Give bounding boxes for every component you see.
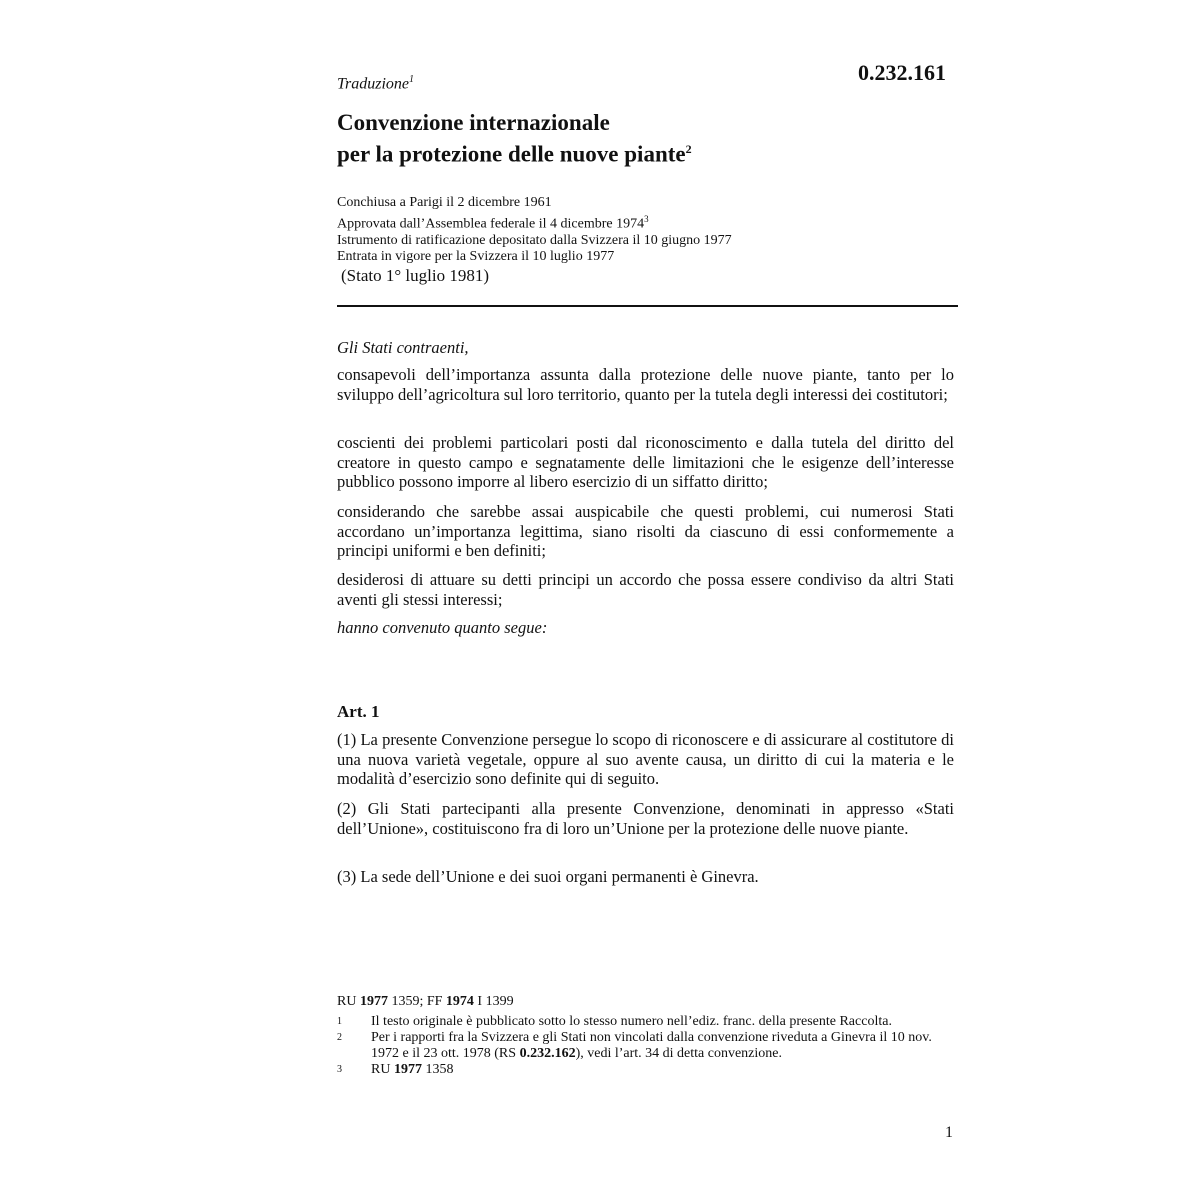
meta-ratification: Istrumento di ratificazione depositato dalla Svizzera il 10 giugno 1977	[337, 232, 732, 248]
footnote-ref-3[interactable]: 3	[644, 214, 649, 224]
footnotes	[337, 994, 958, 1078]
footnote-text	[371, 1062, 958, 1078]
article-1-paragraph-2: (2) Gli Stati partecipanti alla presente Convenzione, denominati in appresso «Stati dell’Unione», costituiscono fra di loro un’Unione per la protezione delle nuove piante.	[337, 799, 954, 838]
article-1-paragraph-1: (1) La presente Convenzione persegue lo scopo di riconoscere e di assicurare al costitutore di una nuova varietà vegetale, oppure al suo avente causa, un diritto di cui la materia e le modalità d’esercizio sono definite qui di seguito.	[337, 730, 954, 788]
translation-label	[337, 74, 414, 93]
status-date: (Stato 1° luglio 1981)	[341, 266, 489, 285]
preamble-paragraph-2: coscienti dei problemi particolari posti dal riconoscimento e dalla tutela del diritto del creatore in questo campo e segnatamente delle limitazioni che le esigenze dell’interesse pubblico possono imporre al libero esercizio di un siffatto diritto;	[337, 433, 954, 491]
footnote-2	[337, 1030, 958, 1061]
meta-concluded: Conchiusa a Parigi il 2 dicembre 1961	[337, 195, 552, 210]
footnote-1	[337, 1014, 958, 1030]
footnote-sr-link[interactable]: 0.232.162	[519, 1045, 576, 1061]
footnote-number: 3	[337, 1064, 342, 1075]
preamble-paragraph-4: desiderosi di attuare su detti principi un accordo che possa essere condiviso da altri Stati aventi gli stessi interessi;	[337, 570, 954, 609]
meta-approved-text: Approvata dall’Assemblea federale il 4 dicembre 1974	[337, 216, 645, 232]
title-line-2-text: per la protezione delle nuove piante	[337, 141, 686, 167]
document-title	[337, 110, 692, 168]
footnote-text	[371, 1030, 958, 1061]
preamble-paragraph-3: considerando che sarebbe assai auspicabile che questi problemi, cui numerosi Stati accordano un’importanza legittima, siano risolti da ciascuno di essi conformemente a principi uniformi e ben definiti;	[337, 502, 954, 560]
footnote-text-part: ), vedi l’art. 34 di detta convenzione.	[575, 1045, 782, 1061]
title-line-1: Convenzione internazionale	[337, 110, 610, 135]
footnote-3	[337, 1062, 958, 1078]
source-ref-part: 1359; FF	[387, 994, 446, 1009]
meta-approved	[337, 211, 732, 233]
document-metadata	[337, 195, 732, 265]
footnote-text: Il testo originale è pubblicato sotto lo stesso numero nell’ediz. franc. della presente Raccolta.	[371, 1013, 892, 1029]
footnote-text-part: RU	[371, 1062, 394, 1077]
preamble-closing: hanno convenuto quanto segue:	[337, 618, 548, 637]
footnote-ref-1[interactable]: 1	[409, 74, 415, 85]
preamble-opening: Gli Stati contraenti,	[337, 338, 469, 357]
title-line-2	[337, 136, 692, 168]
preamble-paragraph-1: consapevoli dell’importanza assunta dalla protezione delle nuove piante, tanto per lo sviluppo dell’agricoltura sul loro territorio, quanto per la tutela degli interessi dei costitutori;	[337, 365, 954, 404]
footnote-ref-2[interactable]: 2	[685, 142, 692, 156]
footnote-number: 1	[337, 1015, 342, 1027]
article-1-paragraph-3: (3) La sede dell’Unione e dei suoi organi permanenti è Ginevra.	[337, 867, 759, 886]
footnote-year: 1977	[393, 1062, 422, 1077]
sr-number: 0.232.161	[858, 60, 946, 85]
source-ref-year: 1977	[359, 994, 388, 1009]
footnote-text-part: 1358	[421, 1062, 454, 1077]
page-number: 1	[945, 1124, 953, 1141]
source-ref-part: RU	[337, 994, 360, 1009]
translation-label-text: Traduzione	[337, 75, 410, 93]
meta-in-force: Entrata in vigore per la Svizzera il 10 luglio 1977	[337, 248, 615, 264]
source-ref-part: I 1399	[473, 994, 514, 1009]
footnote-text-part: Per i rapporti fra la Svizzera e gli Stati non vincolati dalla convenzione riveduta a Ginevra il 10 nov. 1972 e il 23 ott. 1978 (RS	[371, 1030, 932, 1061]
source-ref-year: 1974	[445, 994, 474, 1009]
article-1-heading: Art. 1	[337, 702, 380, 721]
header-divider	[337, 305, 958, 307]
footnote-number: 2	[337, 1032, 342, 1043]
source-reference	[337, 994, 958, 1010]
